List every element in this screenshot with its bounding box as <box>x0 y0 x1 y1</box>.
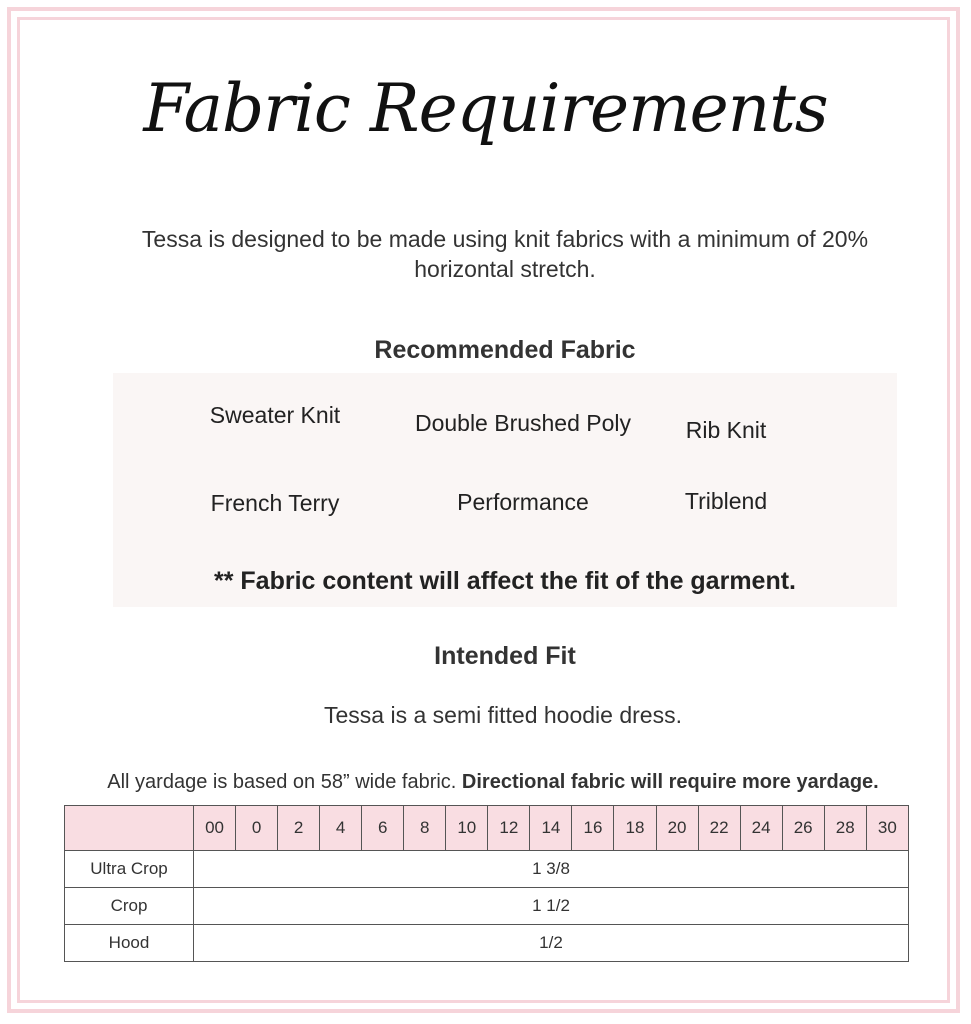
fabric-item: French Terry <box>210 490 340 516</box>
size-header-cell: 14 <box>530 806 572 851</box>
size-header-cell: 24 <box>740 806 782 851</box>
size-header-cell: 6 <box>362 806 404 851</box>
size-header-cell: 12 <box>488 806 530 851</box>
yardage-table <box>64 805 909 962</box>
row-value: 1 1/2 <box>194 888 909 925</box>
fabric-item: Performance <box>457 489 589 515</box>
page-title: Fabric Requirements <box>143 70 828 147</box>
yardage-note <box>0 771 971 794</box>
intended-fit-text: Tessa is a semi fitted hoodie dress. <box>324 702 682 728</box>
intro-text: Tessa is designed to be made using knit fabrics with a minimum of 20% horizontal stretch. <box>141 226 869 282</box>
table-corner-cell <box>65 806 194 851</box>
size-header-row <box>65 806 909 851</box>
yardage-note-regular: All yardage is based on 58” wide fabric. <box>107 771 457 793</box>
row-label: Hood <box>65 925 194 962</box>
intended-fit-heading: Intended Fit <box>434 642 576 670</box>
row-value: 1 3/8 <box>194 851 909 888</box>
row-value: 1/2 <box>194 925 909 962</box>
yardage-note-bold: Directional fabric will require more yardage. <box>461 771 879 793</box>
size-header-cell: 00 <box>194 806 236 851</box>
fabric-item: Rib Knit <box>685 417 767 443</box>
recommended-fabric-heading: Recommended Fabric <box>374 336 636 364</box>
table-row <box>65 888 909 925</box>
size-header-cell: 30 <box>866 806 908 851</box>
size-header-cell: 18 <box>614 806 656 851</box>
row-label: Ultra Crop <box>65 851 194 888</box>
fabric-item: Triblend <box>684 488 768 514</box>
size-header-cell: 8 <box>404 806 446 851</box>
fabric-item: Double Brushed Poly <box>414 410 632 436</box>
row-label: Crop <box>65 888 194 925</box>
table-row <box>65 925 909 962</box>
size-header-cell: 4 <box>320 806 362 851</box>
size-header-cell: 26 <box>782 806 824 851</box>
size-header-cell: 0 <box>236 806 278 851</box>
fabric-item: Sweater Knit <box>209 402 341 428</box>
fabric-content-note: ** Fabric content will affect the fit of the garment. <box>213 567 796 595</box>
size-header-cell: 2 <box>278 806 320 851</box>
size-header-cell: 20 <box>656 806 698 851</box>
size-header-cell: 28 <box>824 806 866 851</box>
table-row <box>65 851 909 888</box>
size-header-cell: 16 <box>572 806 614 851</box>
size-header-cell: 10 <box>446 806 488 851</box>
size-header-cell: 22 <box>698 806 740 851</box>
